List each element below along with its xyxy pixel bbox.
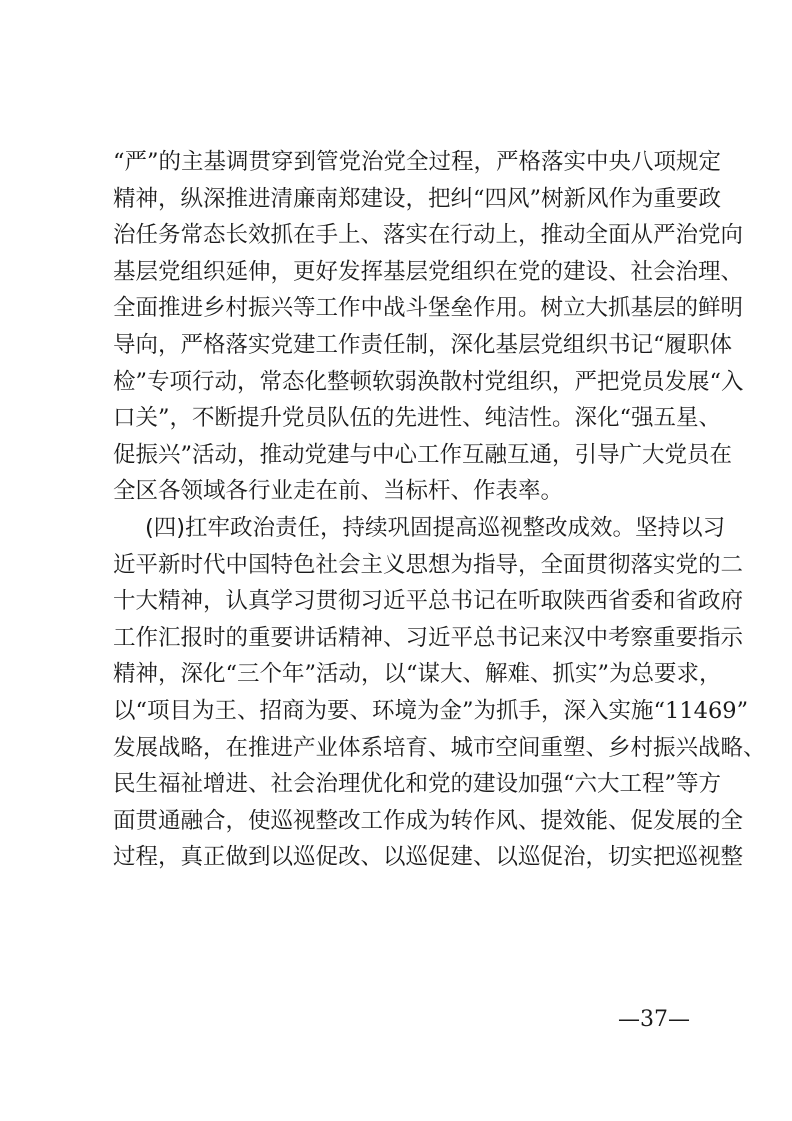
text-line: 导向，严格落实党建工作责任制，深化基层党组织书记“履职体 xyxy=(113,331,733,358)
text-line: 过程，真正做到以巡促改、以巡促建、以巡促治，切实把巡视整 xyxy=(113,844,744,871)
text-line: 精神，纵深推进清廉南郑建设，把纠“四风”树新风作为重要政 xyxy=(113,185,722,212)
text-line: 精神，深化“三个年”活动，以“谋大、解难、抓实”为总要求， xyxy=(113,661,722,688)
text-line: “严”的主基调贯穿到管党治党全过程，严格落实中央八项规定 xyxy=(113,149,722,175)
text-line: 发展战略，在推进产业体系培育、城市空间重塑、乡村振兴战略、 xyxy=(113,734,766,761)
page-number: —37— xyxy=(618,1007,690,1032)
text-line: 全区各领域各行业走在前、当标杆、作表率。 xyxy=(113,478,564,505)
paragraph-inspection-rectification xyxy=(113,510,766,876)
body-text xyxy=(113,144,766,876)
text-line: 工作汇报时的重要讲话精神、习近平总书记来汉中考察重要指示 xyxy=(113,624,744,651)
text-line: 促振兴”活动，推动党建与中心工作互融互通，引导广大党员在 xyxy=(113,441,733,468)
text-line: 全面推进乡村振兴等工作中战斗堡垒作用。树立大抓基层的鲜明 xyxy=(113,295,744,322)
text-line: 以“项目为王、招商为要、环境为金”为抓手，深入实施“11469” xyxy=(113,697,749,724)
text-line: 近平新时代中国特色社会主义思想为指导，全面贯彻落实党的二 xyxy=(113,551,744,578)
text-line: 面贯通融合，使巡视整改工作成为转作风、提效能、促发展的全 xyxy=(113,807,744,834)
text-line: 治任务常态长效抓在手上、落实在行动上，推动全面从严治党向 xyxy=(113,222,744,249)
text-run: 坚持以习 xyxy=(635,514,726,541)
section-heading: (四)扛牢政治责任，持续巩固提高巡视整改成效。 xyxy=(145,514,636,541)
paragraph-party-discipline xyxy=(113,144,744,510)
text-line: 基层党组织延伸，更好发挥基层党组织在党的建设、社会治理、 xyxy=(113,258,744,285)
section-heading-line xyxy=(113,510,726,547)
text-line: 民生福祉增进、社会治理优化和党的建设加强“六大工程”等方 xyxy=(113,771,722,798)
text-line: 十大精神，认真学习贯彻习近平总书记在听取陕西省委和省政府 xyxy=(113,588,744,615)
text-line: 检”专项行动，常态化整顿软弱涣散村党组织，严把党员发展“入 xyxy=(113,368,744,395)
text-line: 口关”，不断提升党员队伍的先进性、纯洁性。深化“强五星、 xyxy=(113,405,722,432)
